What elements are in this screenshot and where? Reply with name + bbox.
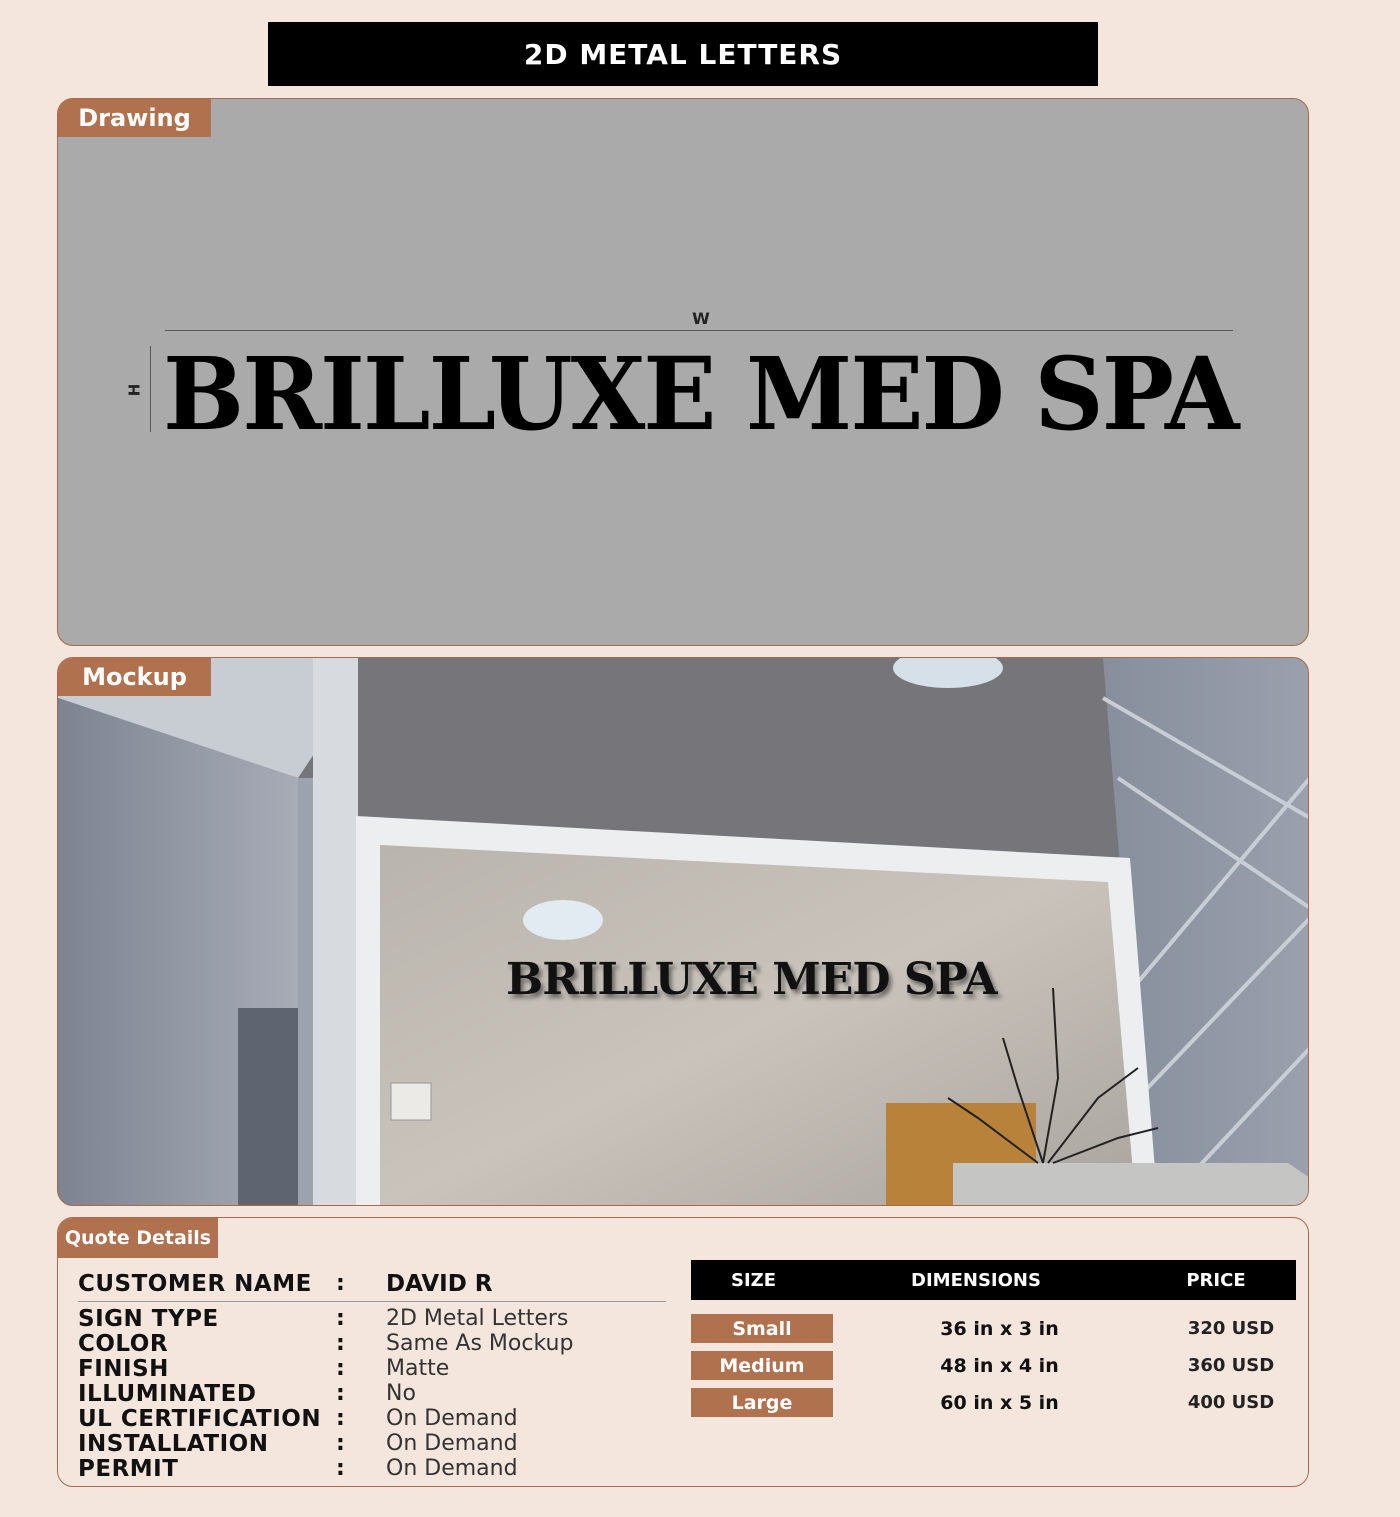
detail-label: ILLUMINATED <box>78 1380 257 1407</box>
price-table <box>691 1260 1296 1421</box>
detail-value: Same As Mockup <box>386 1331 574 1356</box>
mockup-photo <box>58 658 1309 1206</box>
dimensions-cell: 60 in x 5 in <box>940 1391 1059 1414</box>
mockup-tab: Mockup <box>58 658 211 696</box>
detail-row-illuminated <box>78 1381 666 1406</box>
detail-colon: : <box>336 1331 345 1356</box>
detail-colon: : <box>336 1306 345 1331</box>
detail-label: COLOR <box>78 1330 169 1357</box>
detail-label: UL CERTIFICATION <box>78 1405 322 1432</box>
detail-colon: : <box>336 1456 345 1481</box>
drawing-panel <box>57 98 1309 646</box>
height-dimension-label: H <box>125 383 144 397</box>
drawing-sign-text: BRILLUXE MED SPA <box>163 335 1238 453</box>
size-badge: Large <box>691 1388 833 1417</box>
mockup-sign-text: BRILLUXE MED SPA <box>506 954 997 1005</box>
price-cell: 360 USD <box>1187 1355 1275 1376</box>
size-badge: Medium <box>691 1351 833 1380</box>
detail-value: On Demand <box>386 1456 518 1481</box>
header-dimensions: DIMENSIONS <box>911 1269 1041 1291</box>
quote-details-list <box>78 1266 666 1481</box>
header-size: SIZE <box>730 1269 776 1291</box>
dimensions-cell: 48 in x 4 in <box>940 1354 1059 1377</box>
quote-tab: Quote Details <box>58 1218 218 1258</box>
detail-row-ul-certification <box>78 1406 666 1431</box>
dimensions-cell: 36 in x 3 in <box>940 1317 1059 1340</box>
detail-row-sign-type <box>78 1306 666 1331</box>
detail-row-color <box>78 1331 666 1356</box>
detail-colon: : <box>336 1406 345 1431</box>
price-table-header <box>691 1260 1296 1300</box>
detail-label: PERMIT <box>78 1455 179 1482</box>
price-row-large <box>691 1384 1296 1421</box>
detail-value: On Demand <box>386 1431 518 1456</box>
price-row-small <box>691 1310 1296 1347</box>
detail-colon: : <box>336 1431 345 1456</box>
detail-label: INSTALLATION <box>78 1430 269 1457</box>
header-price: PRICE <box>1186 1269 1246 1291</box>
detail-value: No <box>386 1381 416 1406</box>
size-badge: Small <box>691 1314 833 1343</box>
detail-row-permit <box>78 1456 666 1481</box>
detail-value: DAVID R <box>386 1270 493 1297</box>
price-cell: 400 USD <box>1187 1392 1275 1413</box>
drawing-tab: Drawing <box>58 99 211 137</box>
detail-value: On Demand <box>386 1406 518 1431</box>
detail-row-finish <box>78 1356 666 1381</box>
detail-colon: : <box>336 1356 345 1381</box>
detail-colon: : <box>336 1381 345 1406</box>
price-cell: 320 USD <box>1187 1318 1275 1339</box>
quote-panel <box>57 1217 1309 1487</box>
detail-row-customer-name <box>78 1266 666 1302</box>
detail-colon: : <box>336 1271 345 1296</box>
detail-label: SIGN TYPE <box>78 1305 219 1332</box>
mockup-panel <box>57 657 1309 1206</box>
page-title: 2D METAL LETTERS <box>268 22 1098 86</box>
height-dimension-line <box>150 346 151 432</box>
width-dimension-line <box>165 330 1233 331</box>
detail-row-installation <box>78 1431 666 1456</box>
detail-value: Matte <box>386 1356 450 1381</box>
detail-label: CUSTOMER NAME <box>78 1270 312 1297</box>
detail-label: FINISH <box>78 1355 169 1382</box>
detail-value: 2D Metal Letters <box>386 1306 569 1331</box>
width-dimension-label: W <box>692 309 710 328</box>
price-row-medium <box>691 1347 1296 1384</box>
